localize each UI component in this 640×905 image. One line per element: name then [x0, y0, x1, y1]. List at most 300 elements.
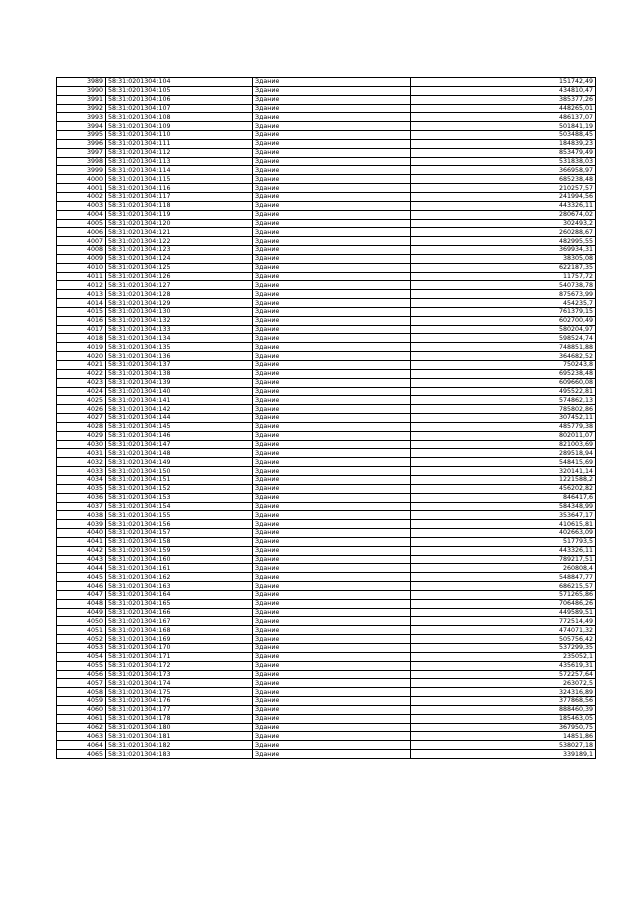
- cadastral-number: 58:31:0201304:175: [106, 688, 253, 697]
- cadastral-value: 875673,99: [411, 290, 596, 299]
- row-number: 4023: [57, 378, 106, 387]
- cadastral-value: 38305,08: [411, 254, 596, 263]
- cadastral-number: 58:31:0201304:168: [106, 626, 253, 635]
- object-type: Здание: [253, 608, 411, 617]
- cadastral-number: 58:31:0201304:123: [106, 246, 253, 255]
- table-row: [57, 697, 596, 706]
- cadastral-value: 307452,11: [411, 414, 596, 423]
- table-row: [57, 564, 596, 573]
- row-number: 4047: [57, 590, 106, 599]
- table-row: [57, 396, 596, 405]
- cadastral-number: 58:31:0201304:127: [106, 281, 253, 290]
- table-row: [57, 184, 596, 193]
- row-number: 3995: [57, 131, 106, 140]
- table-row: [57, 290, 596, 299]
- object-type: Здание: [253, 670, 411, 679]
- table-row: [57, 644, 596, 653]
- object-type: Здание: [253, 369, 411, 378]
- table-row: [57, 555, 596, 564]
- cadastral-number: 58:31:0201304:122: [106, 237, 253, 246]
- row-number: 4043: [57, 555, 106, 564]
- row-number: 4042: [57, 546, 106, 555]
- table-row: [57, 263, 596, 272]
- cadastral-number: 58:31:0201304:161: [106, 564, 253, 573]
- object-type: Здание: [253, 475, 411, 484]
- object-type: Здание: [253, 635, 411, 644]
- table-row: [57, 78, 596, 87]
- table-row: [57, 617, 596, 626]
- row-number: 4025: [57, 396, 106, 405]
- table-row: [57, 661, 596, 670]
- object-type: Здание: [253, 157, 411, 166]
- table-row: [57, 440, 596, 449]
- cadastral-value: 410615,81: [411, 520, 596, 529]
- cadastral-value: 435619,31: [411, 661, 596, 670]
- table-row: [57, 723, 596, 732]
- row-number: 4036: [57, 493, 106, 502]
- table-row: [57, 157, 596, 166]
- row-number: 4021: [57, 361, 106, 370]
- table-row: [57, 582, 596, 591]
- cadastral-number: 58:31:0201304:158: [106, 537, 253, 546]
- row-number: 4040: [57, 529, 106, 538]
- cadastral-value: 748851,88: [411, 343, 596, 352]
- row-number: 4035: [57, 484, 106, 493]
- object-type: Здание: [253, 449, 411, 458]
- table-row: [57, 361, 596, 370]
- object-type: Здание: [253, 422, 411, 431]
- table-row: [57, 343, 596, 352]
- table-row: [57, 148, 596, 157]
- cadastral-value: 785802,86: [411, 405, 596, 414]
- table-row: [57, 652, 596, 661]
- cadastral-number: 58:31:0201304:124: [106, 254, 253, 263]
- table-row: [57, 546, 596, 555]
- row-number: 4062: [57, 723, 106, 732]
- row-number: 4060: [57, 705, 106, 714]
- row-number: 3997: [57, 148, 106, 157]
- cadastral-number: 58:31:0201304:110: [106, 131, 253, 140]
- object-type: Здание: [253, 148, 411, 157]
- object-type: Здание: [253, 307, 411, 316]
- cadastral-number: 58:31:0201304:154: [106, 502, 253, 511]
- cadastral-value: 761379,15: [411, 307, 596, 316]
- object-type: Здание: [253, 263, 411, 272]
- object-type: Здание: [253, 405, 411, 414]
- object-type: Здание: [253, 272, 411, 281]
- table-row: [57, 635, 596, 644]
- cadastral-value: 353647,17: [411, 511, 596, 520]
- table-row: [57, 422, 596, 431]
- table-row: [57, 95, 596, 104]
- table-row: [57, 608, 596, 617]
- row-number: 4002: [57, 192, 106, 201]
- table-row: [57, 254, 596, 263]
- row-number: 4065: [57, 750, 106, 759]
- cadastral-number: 58:31:0201304:107: [106, 104, 253, 113]
- cadastral-value: 260808,4: [411, 564, 596, 573]
- table-row: [57, 467, 596, 476]
- cadastral-value: 571265,86: [411, 590, 596, 599]
- object-type: Здание: [253, 175, 411, 184]
- cadastral-value: 486137,07: [411, 113, 596, 122]
- object-type: Здание: [253, 78, 411, 87]
- table-row: [57, 511, 596, 520]
- cadastral-number: 58:31:0201304:169: [106, 635, 253, 644]
- cadastral-number: 58:31:0201304:153: [106, 493, 253, 502]
- object-type: Здание: [253, 590, 411, 599]
- cadastral-number: 58:31:0201304:148: [106, 449, 253, 458]
- cadastral-value: 443326,11: [411, 546, 596, 555]
- cadastral-value: 686215,57: [411, 582, 596, 591]
- row-number: 4037: [57, 502, 106, 511]
- cadastral-number: 58:31:0201304:117: [106, 192, 253, 201]
- object-type: Здание: [253, 237, 411, 246]
- object-type: Здание: [253, 537, 411, 546]
- object-type: Здание: [253, 493, 411, 502]
- cadastral-value: 706486,26: [411, 599, 596, 608]
- table-row: [57, 679, 596, 688]
- object-type: Здание: [253, 484, 411, 493]
- cadastral-value: 482995,55: [411, 237, 596, 246]
- cadastral-number: 58:31:0201304:115: [106, 175, 253, 184]
- cadastral-value: 263072,5: [411, 679, 596, 688]
- table-row: [57, 714, 596, 723]
- cadastral-value: 434810,47: [411, 86, 596, 95]
- table-row: [57, 599, 596, 608]
- cadastral-value: 584348,99: [411, 502, 596, 511]
- row-number: 4038: [57, 511, 106, 520]
- object-type: Здание: [253, 723, 411, 732]
- table-row: [57, 113, 596, 122]
- table-row: [57, 228, 596, 237]
- cadastral-value: 369934,31: [411, 246, 596, 255]
- cadastral-value: 210257,57: [411, 184, 596, 193]
- row-number: 4017: [57, 325, 106, 334]
- row-number: 4007: [57, 237, 106, 246]
- cadastral-number: 58:31:0201304:172: [106, 661, 253, 670]
- cadastral-value: 505756,42: [411, 635, 596, 644]
- object-type: Здание: [253, 679, 411, 688]
- cadastral-value: 241994,56: [411, 192, 596, 201]
- table-row: [57, 369, 596, 378]
- cadastral-number: 58:31:0201304:146: [106, 431, 253, 440]
- row-number: 4044: [57, 564, 106, 573]
- cadastral-number: 58:31:0201304:144: [106, 414, 253, 423]
- table-row: [57, 529, 596, 538]
- cadastral-value: 540738,78: [411, 281, 596, 290]
- cadastral-number: 58:31:0201304:176: [106, 697, 253, 706]
- table-row: [57, 272, 596, 281]
- object-type: Здание: [253, 599, 411, 608]
- row-number: 4055: [57, 661, 106, 670]
- cadastral-number: 58:31:0201304:108: [106, 113, 253, 122]
- row-number: 4012: [57, 281, 106, 290]
- cadastral-number: 58:31:0201304:125: [106, 263, 253, 272]
- cadastral-number: 58:31:0201304:163: [106, 582, 253, 591]
- row-number: 4057: [57, 679, 106, 688]
- object-type: Здание: [253, 741, 411, 750]
- object-type: Здание: [253, 228, 411, 237]
- table-row: [57, 414, 596, 423]
- object-type: Здание: [253, 661, 411, 670]
- cadastral-value: 456202,82: [411, 484, 596, 493]
- table-row: [57, 334, 596, 343]
- cadastral-number: 58:31:0201304:118: [106, 201, 253, 210]
- row-number: 4009: [57, 254, 106, 263]
- row-number: 4024: [57, 387, 106, 396]
- object-type: Здание: [253, 290, 411, 299]
- table-row: [57, 104, 596, 113]
- row-number: 4032: [57, 458, 106, 467]
- row-number: 4001: [57, 184, 106, 193]
- cadastral-number: 58:31:0201304:133: [106, 325, 253, 334]
- row-number: 3996: [57, 139, 106, 148]
- cadastral-value: 531838,03: [411, 157, 596, 166]
- cadastral-value: 574862,13: [411, 396, 596, 405]
- table-row: [57, 201, 596, 210]
- cadastral-value: 503488,45: [411, 131, 596, 140]
- object-type: Здание: [253, 378, 411, 387]
- cadastral-number: 58:31:0201304:136: [106, 352, 253, 361]
- cadastral-value: 538027,18: [411, 741, 596, 750]
- row-number: 4063: [57, 732, 106, 741]
- object-type: Здание: [253, 732, 411, 741]
- cadastral-number: 58:31:0201304:142: [106, 405, 253, 414]
- object-type: Здание: [253, 352, 411, 361]
- row-number: 4028: [57, 422, 106, 431]
- cadastral-number: 58:31:0201304:151: [106, 475, 253, 484]
- cadastral-value: 280674,02: [411, 210, 596, 219]
- row-number: 3998: [57, 157, 106, 166]
- object-type: Здание: [253, 210, 411, 219]
- table-row: [57, 192, 596, 201]
- object-type: Здание: [253, 343, 411, 352]
- cadastral-value: 846417,6: [411, 493, 596, 502]
- cadastral-number: 58:31:0201304:134: [106, 334, 253, 343]
- cadastral-value: 339189,1: [411, 750, 596, 759]
- cadastral-value: 572257,64: [411, 670, 596, 679]
- cadastral-number: 58:31:0201304:167: [106, 617, 253, 626]
- row-number: 4041: [57, 537, 106, 546]
- cadastral-number: 58:31:0201304:128: [106, 290, 253, 299]
- cadastral-number: 58:31:0201304:139: [106, 378, 253, 387]
- object-type: Здание: [253, 104, 411, 113]
- row-number: 4029: [57, 431, 106, 440]
- cadastral-value: 789217,51: [411, 555, 596, 564]
- object-type: Здание: [253, 626, 411, 635]
- object-type: Здание: [253, 325, 411, 334]
- table-row: [57, 122, 596, 131]
- table-row: [57, 325, 596, 334]
- object-type: Здание: [253, 555, 411, 564]
- cadastral-number: 58:31:0201304:152: [106, 484, 253, 493]
- object-type: Здание: [253, 644, 411, 653]
- cadastral-value: 474071,32: [411, 626, 596, 635]
- cadastral-number: 58:31:0201304:137: [106, 361, 253, 370]
- row-number: 4011: [57, 272, 106, 281]
- cadastral-value: 821003,69: [411, 440, 596, 449]
- cadastral-value: 320141,14: [411, 467, 596, 476]
- row-number: 4039: [57, 520, 106, 529]
- object-type: Здание: [253, 431, 411, 440]
- row-number: 4027: [57, 414, 106, 423]
- table-row: [57, 458, 596, 467]
- row-number: 4004: [57, 210, 106, 219]
- cadastral-value: 1221588,2: [411, 475, 596, 484]
- row-number: 4034: [57, 475, 106, 484]
- cadastral-value: 235052,1: [411, 652, 596, 661]
- cadastral-value: 695238,48: [411, 369, 596, 378]
- object-type: Здание: [253, 184, 411, 193]
- cadastral-number: 58:31:0201304:160: [106, 555, 253, 564]
- cadastral-value: 602700,49: [411, 316, 596, 325]
- cadastral-value: 185463,05: [411, 714, 596, 723]
- row-number: 3992: [57, 104, 106, 113]
- cadastral-number: 58:31:0201304:111: [106, 139, 253, 148]
- row-number: 4051: [57, 626, 106, 635]
- object-type: Здание: [253, 529, 411, 538]
- cadastral-value: 537299,35: [411, 644, 596, 653]
- row-number: 4020: [57, 352, 106, 361]
- cadastral-number: 58:31:0201304:173: [106, 670, 253, 679]
- object-type: Здание: [253, 86, 411, 95]
- table-row: [57, 166, 596, 175]
- cadastral-value: 184839,23: [411, 139, 596, 148]
- table-row: [57, 352, 596, 361]
- cadastral-value: 364682,52: [411, 352, 596, 361]
- object-type: Здание: [253, 396, 411, 405]
- row-number: 3999: [57, 166, 106, 175]
- object-type: Здание: [253, 299, 411, 308]
- object-type: Здание: [253, 617, 411, 626]
- object-type: Здание: [253, 652, 411, 661]
- cadastral-value: 548415,69: [411, 458, 596, 467]
- row-number: 4061: [57, 714, 106, 723]
- cadastral-number: 58:31:0201304:171: [106, 652, 253, 661]
- row-number: 4006: [57, 228, 106, 237]
- cadastral-value: 685238,48: [411, 175, 596, 184]
- table-row: [57, 750, 596, 759]
- cadastral-value: 609660,08: [411, 378, 596, 387]
- cadastral-value: 888460,39: [411, 705, 596, 714]
- table-row: [57, 626, 596, 635]
- cadastral-value: 598524,74: [411, 334, 596, 343]
- object-type: Здание: [253, 697, 411, 706]
- table-row: [57, 299, 596, 308]
- row-number: 4049: [57, 608, 106, 617]
- object-type: Здание: [253, 281, 411, 290]
- cadastral-number: 58:31:0201304:177: [106, 705, 253, 714]
- cadastral-number: 58:31:0201304:130: [106, 307, 253, 316]
- object-type: Здание: [253, 582, 411, 591]
- table-row: [57, 732, 596, 741]
- table-row: [57, 670, 596, 679]
- cadastral-number: 58:31:0201304:109: [106, 122, 253, 131]
- table-row: [57, 246, 596, 255]
- cadastral-number: 58:31:0201304:120: [106, 219, 253, 228]
- cadastral-number: 58:31:0201304:183: [106, 750, 253, 759]
- row-number: 3993: [57, 113, 106, 122]
- cadastral-value: 772514,49: [411, 617, 596, 626]
- cadastral-number: 58:31:0201304:155: [106, 511, 253, 520]
- cadastral-value: 366958,97: [411, 166, 596, 175]
- row-number: 4014: [57, 299, 106, 308]
- row-number: 4058: [57, 688, 106, 697]
- cadastral-value: 517793,5: [411, 537, 596, 546]
- cadastral-value: 11757,72: [411, 272, 596, 281]
- cadastral-value: 454235,7: [411, 299, 596, 308]
- object-type: Здание: [253, 511, 411, 520]
- table-row: [57, 210, 596, 219]
- row-number: 4016: [57, 316, 106, 325]
- row-number: 4033: [57, 467, 106, 476]
- cadastral-number: 58:31:0201304:182: [106, 741, 253, 750]
- object-type: Здание: [253, 246, 411, 255]
- object-type: Здание: [253, 254, 411, 263]
- table-row: [57, 378, 596, 387]
- cadastral-value: 385377,26: [411, 95, 596, 104]
- cadastral-number: 58:31:0201304:170: [106, 644, 253, 653]
- object-type: Здание: [253, 502, 411, 511]
- object-type: Здание: [253, 201, 411, 210]
- cadastral-number: 58:31:0201304:181: [106, 732, 253, 741]
- table-row: [57, 237, 596, 246]
- row-number: 4031: [57, 449, 106, 458]
- row-number: 3990: [57, 86, 106, 95]
- row-number: 4056: [57, 670, 106, 679]
- cadastral-number: 58:31:0201304:174: [106, 679, 253, 688]
- row-number: 4026: [57, 405, 106, 414]
- cadastral-number: 58:31:0201304:145: [106, 422, 253, 431]
- table-row: [57, 219, 596, 228]
- cadastral-number: 58:31:0201304:121: [106, 228, 253, 237]
- row-number: 4005: [57, 219, 106, 228]
- cadastral-value: 289518,94: [411, 449, 596, 458]
- cadastral-number: 58:31:0201304:166: [106, 608, 253, 617]
- cadastral-value: 302493,2: [411, 219, 596, 228]
- row-number: 4048: [57, 599, 106, 608]
- object-type: Здание: [253, 458, 411, 467]
- object-type: Здание: [253, 219, 411, 228]
- row-number: 4015: [57, 307, 106, 316]
- table-row: [57, 139, 596, 148]
- cadastral-number: 58:31:0201304:138: [106, 369, 253, 378]
- cadastral-number: 58:31:0201304:157: [106, 529, 253, 538]
- cadastral-value: 449589,51: [411, 608, 596, 617]
- cadastral-number: 58:31:0201304:129: [106, 299, 253, 308]
- object-type: Здание: [253, 688, 411, 697]
- cadastral-number: 58:31:0201304:164: [106, 590, 253, 599]
- object-type: Здание: [253, 564, 411, 573]
- table-row: [57, 741, 596, 750]
- cadastral-value: 377868,56: [411, 697, 596, 706]
- row-number: 4064: [57, 741, 106, 750]
- cadastral-number: 58:31:0201304:156: [106, 520, 253, 529]
- cadastral-value: 260288,67: [411, 228, 596, 237]
- object-type: Здание: [253, 334, 411, 343]
- table-row: [57, 131, 596, 140]
- table-row: [57, 705, 596, 714]
- table-row: [57, 520, 596, 529]
- table-row: [57, 405, 596, 414]
- object-type: Здание: [253, 113, 411, 122]
- cadastral-number: 58:31:0201304:114: [106, 166, 253, 175]
- object-type: Здание: [253, 573, 411, 582]
- cadastral-number: 58:31:0201304:119: [106, 210, 253, 219]
- cadastral-number: 58:31:0201304:180: [106, 723, 253, 732]
- row-number: 4022: [57, 369, 106, 378]
